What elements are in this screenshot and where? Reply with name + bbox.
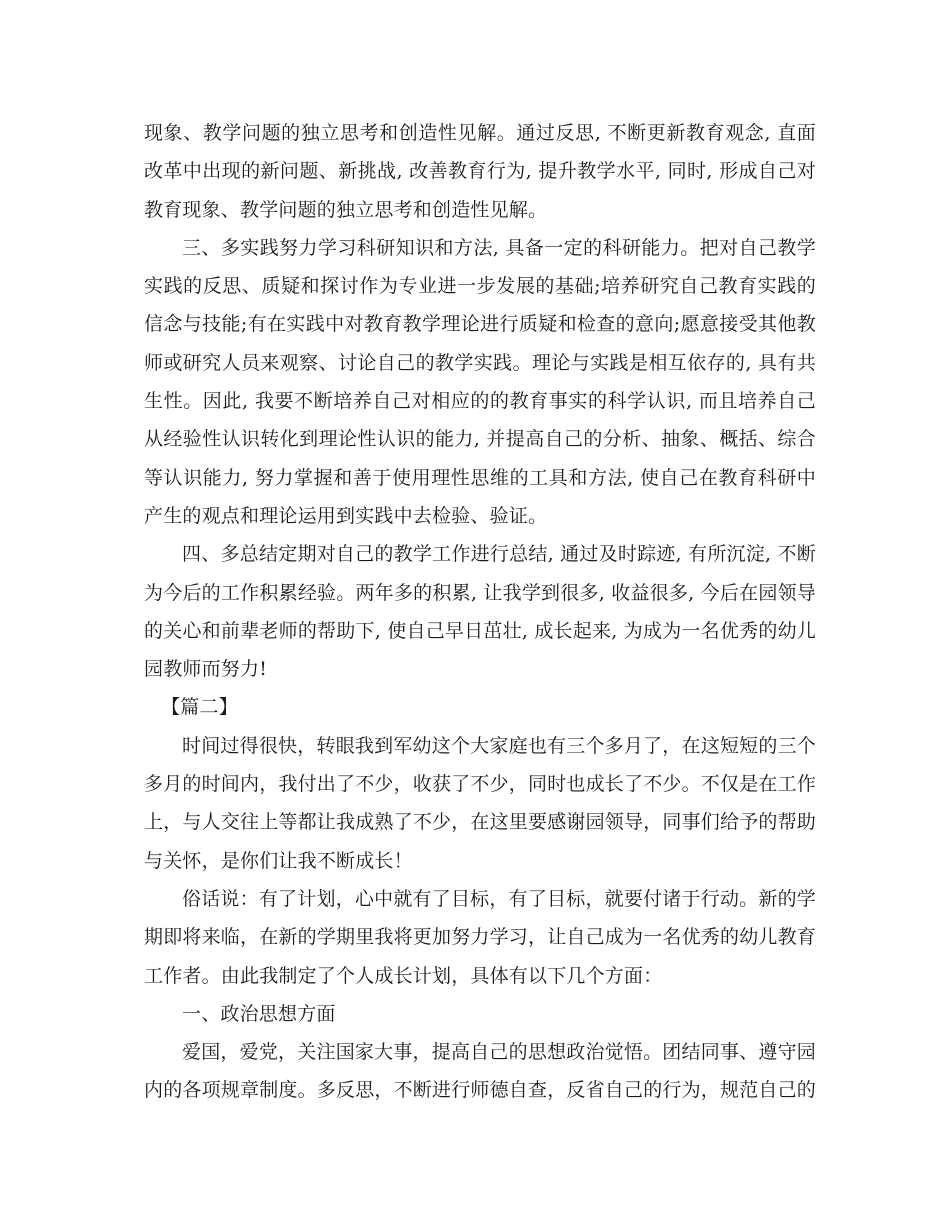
section-heading-part-two: 【篇二】 [161, 696, 238, 719]
paragraph-time-passes: 时间过得很快，转眼我到军幼这个大家庭也有三个多月了，在这短短的三个多月的时间内，我付出了不少，收获了不少，同时也成长了不少。不仅是在工作上，与人交往上等都让我成熟了不少，在这里要感谢园领导，同事们给予的帮助与关怀，是你们让我不断成长！ [144, 734, 817, 872]
paragraph-patriotism: 爱国，爱党，关注国家大事，提高自己的思想政治觉悟。团结同事、遵守园内的各项规章制度。多反思，不断进行师德自查，反省自己的行为，规范自己的 [144, 1041, 817, 1102]
paragraph-plan-intro: 俗话说：有了计划，心中就有了目标，有了目标，就要付诸于行动。新的学期即将来临，在新的学期里我将更加努力学习，让自己成为一名优秀的幼儿教育工作者。由此我制定了个人成长计划，具体有以下几个方面： [144, 887, 817, 987]
subheading-political-thought: 一、政治思想方面 [182, 1002, 336, 1025]
paragraph-reflection-continued: 现象、教学问题的独立思考和创造性见解。通过反思, 不断更新教育观念, 直面改革中出现的新问题、新挑战, 改善教育行为, 提升教学水平, 同时, 形成自己对教育现象、教学问题的独立思考和创造性见解。 [144, 122, 816, 221]
paragraph-section-three-research: 三、多实践努力学习科研知识和方法, 具备一定的科研能力。把对自己教学实践的反思、质疑和探讨作为专业进一步发展的基础;培养研究自己教育实践的信念与技能;有在实践中对教育教学理论进行质疑和检查的意向;愿意接受其他教师或研究人员来观察、讨论自己的教学实践。理论与实践是相互依存的, 具有共生性。因此, 我要不断培养自己对相应的的教育事实的科学认识, 而且培养自己从经验性认识转化到理论性认识的能力, 并提高自己的分析、抽象、概括、综合等认识能力, 努力掌握和善于使用理性思维的工具和方法, 使自己在教育科研中产生的观点和理论运用到实践中去检验、验证。 [144, 236, 816, 527]
document-body [144, 114, 816, 1110]
paragraph-section-four-summary: 四、多总结定期对自己的教学工作进行总结, 通过及时踪迹, 有所沉淀, 不断为今后的工作积累经验。两年多的积累, 让我学到很多, 收益很多, 今后在园领导的关心和前辈老师的帮助下, 使自己早日茁壮, 成长起来, 为成为一名优秀的幼儿园教师而努力! [144, 543, 816, 681]
